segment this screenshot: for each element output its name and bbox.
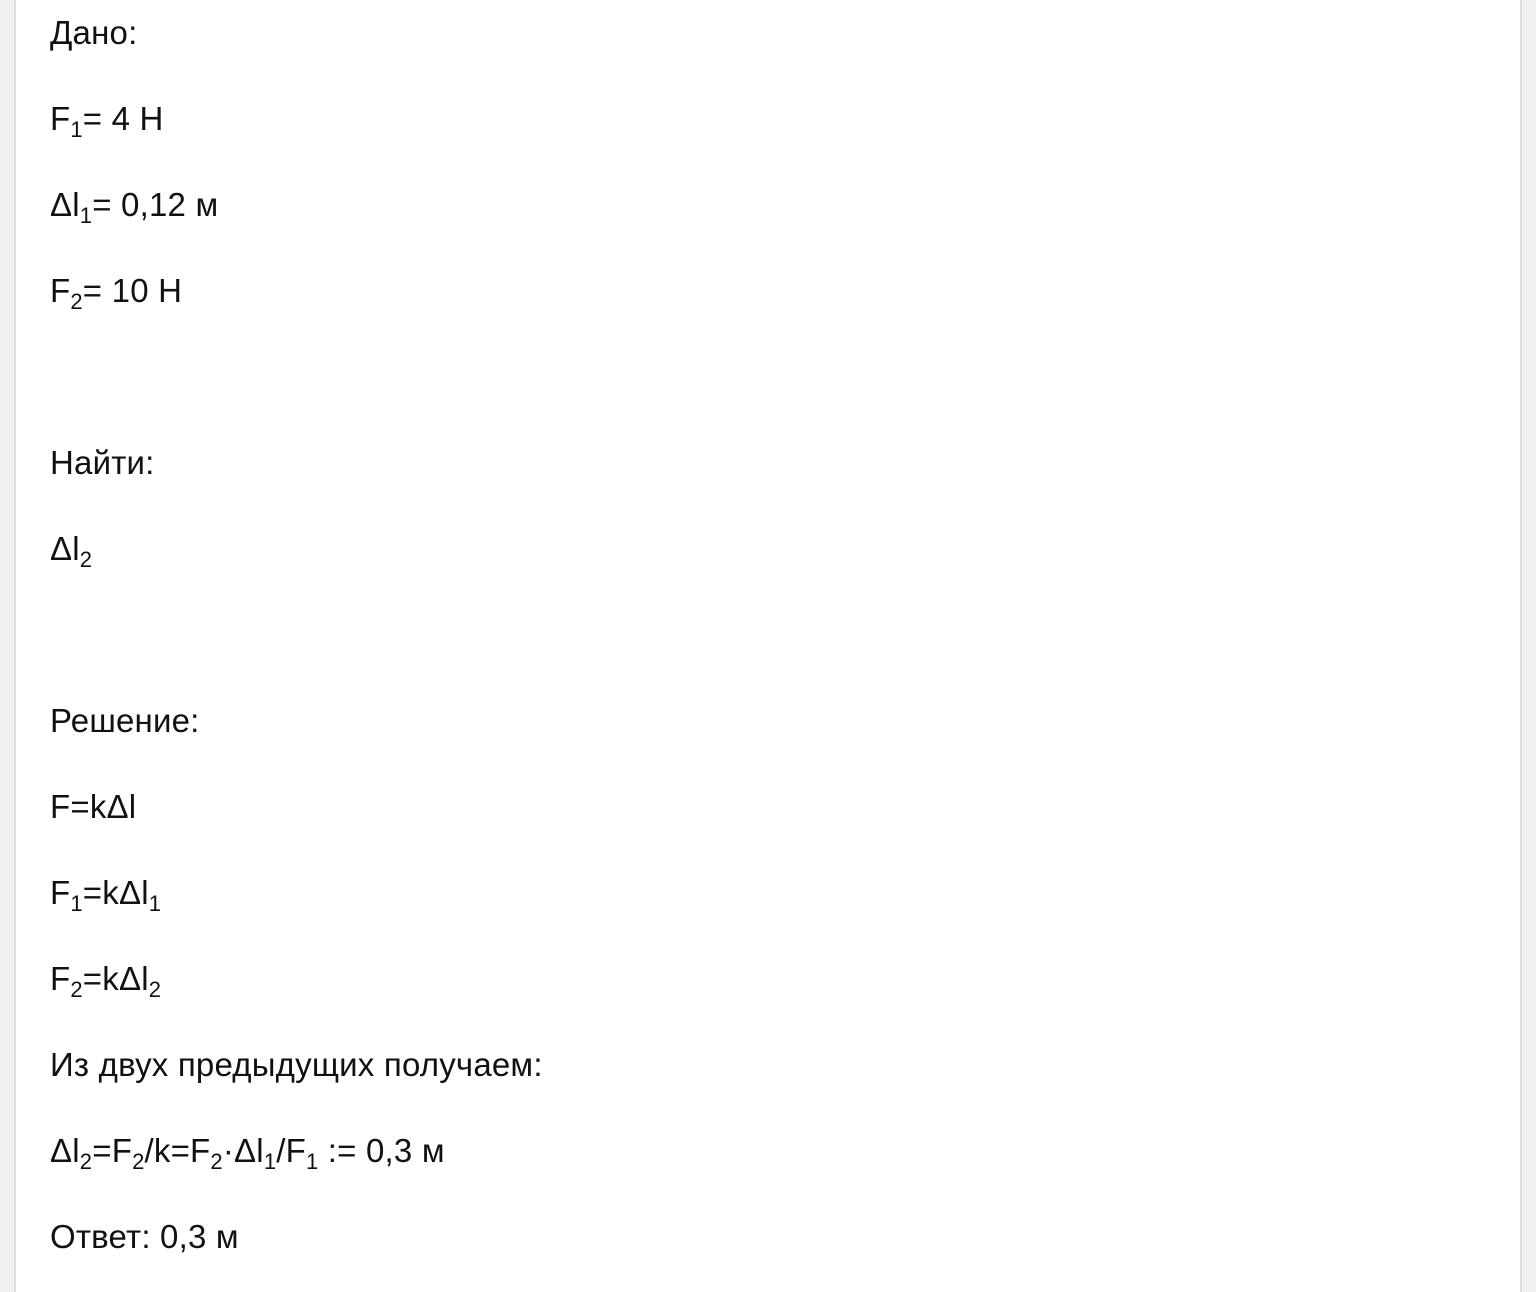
find-heading: Найти:: [50, 444, 155, 481]
final-sub-2: 2: [132, 1149, 145, 1174]
solution-sheet: [14, 0, 1522, 1292]
eq1-rhs: =kΔl: [82, 874, 149, 911]
final-sub-4: 1: [263, 1149, 277, 1174]
final-part-1: Δl: [50, 1132, 80, 1169]
eq2-lhs-sub: 2: [70, 977, 83, 1002]
final-part-6: := 0,3 м: [318, 1132, 445, 1169]
dl2-subscript: 2: [79, 547, 93, 572]
answer: Ответ: 0,3 м: [50, 1218, 239, 1255]
final-sub-5: 1: [305, 1149, 319, 1174]
given-dl1: [50, 185, 219, 228]
f2-symbol: F: [50, 272, 71, 309]
final-part-5: /F: [276, 1132, 306, 1169]
given-f2: [50, 271, 183, 314]
dl2-symbol: Δl: [50, 530, 80, 567]
final-sub-1: 2: [79, 1149, 93, 1174]
equation-1: [50, 873, 162, 916]
eq2-rhs-sub: 2: [148, 977, 162, 1002]
eq2-rhs: =kΔl: [82, 960, 149, 997]
dl1-value: = 0,12 м: [92, 186, 219, 223]
f1-subscript: 1: [70, 117, 83, 142]
solution-heading: Решение:: [50, 702, 200, 739]
equation-2: [50, 959, 162, 1002]
final-sub-3: 2: [210, 1149, 223, 1174]
find-unknown: [50, 529, 93, 572]
eq1-lhs-sub: 1: [70, 891, 83, 916]
given-heading: Дано:: [50, 14, 138, 51]
derivation-text: Из двух предыдущих получаем:: [50, 1046, 543, 1083]
final-equation: [50, 1131, 445, 1174]
final-part-4: ·Δl: [222, 1132, 264, 1169]
f1-symbol: F: [50, 100, 71, 137]
f1-value: = 4 Н: [82, 100, 164, 137]
given-f1: [50, 99, 164, 142]
dl1-symbol: Δl: [50, 186, 80, 223]
final-part-2: =F: [92, 1132, 133, 1169]
eq1-rhs-sub: 1: [148, 891, 162, 916]
eq2-lhs: F: [50, 960, 71, 997]
eq1-lhs: F: [50, 874, 71, 911]
hooke-formula: F=kΔl: [50, 788, 137, 825]
dl1-subscript: 1: [79, 203, 93, 228]
f2-subscript: 2: [70, 289, 83, 314]
final-part-3: /k=F: [144, 1132, 211, 1169]
f2-value: = 10 Н: [82, 272, 183, 309]
